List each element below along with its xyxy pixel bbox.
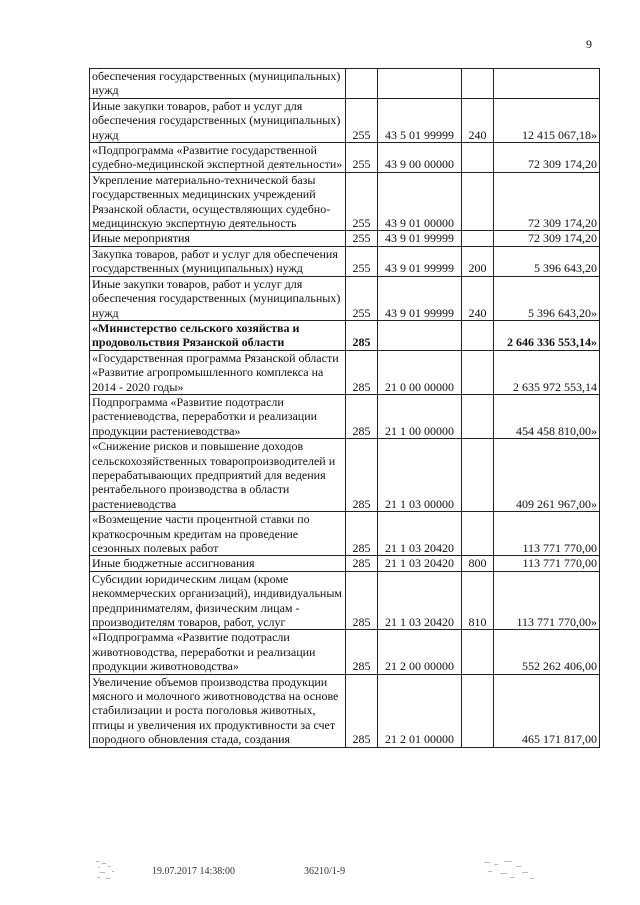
cell-target-article: 43 5 01 99999 [378, 98, 462, 142]
table-row [90, 143, 600, 173]
scan-stamp-mark [94, 858, 120, 882]
cell-name: «Государственная программа Рязанской области «Развитие агропромышленного комплекса на 2014 - 2020 годы» [90, 350, 346, 394]
cell-name: Укрепление материально-технической базы государственных медицинских учреждений Рязанской области, осуществляющих судебно-медицинскую экспертную деятельность [90, 172, 346, 231]
cell-section-code: 255 [346, 98, 378, 142]
cell-amount: 113 771 770,00 [494, 556, 600, 571]
cell-section-code: 255 [346, 276, 378, 320]
table-row [90, 674, 600, 747]
footer-datetime: 19.07.2017 14:38:00 [152, 866, 236, 877]
cell-amount: 12 415 067,18» [494, 98, 600, 142]
cell-section-code: 285 [346, 394, 378, 438]
table-row [90, 556, 600, 571]
cell-target-article: 21 0 00 00000 [378, 350, 462, 394]
table-row [90, 394, 600, 438]
cell-expense-type: 240 [462, 98, 494, 142]
cell-expense-type: 240 [462, 276, 494, 320]
cell-name: Иные бюджетные ассигнования [90, 556, 346, 571]
cell-target-article: 43 9 01 99999 [378, 246, 462, 276]
budget-table [89, 68, 600, 748]
cell-amount [494, 69, 600, 99]
cell-amount: 72 309 174,20 [494, 172, 600, 231]
cell-name: Иные закупки товаров, работ и услуг для обеспечения государственных (муниципальных) нужд [90, 276, 346, 320]
cell-expense-type [462, 439, 494, 512]
cell-amount: 552 262 406,00 [494, 630, 600, 674]
cell-target-article: 21 2 00 00000 [378, 630, 462, 674]
cell-target-article: 21 1 03 20420 [378, 571, 462, 630]
cell-section-code: 285 [346, 556, 378, 571]
cell-amount: 5 396 643,20 [494, 246, 600, 276]
cell-section-code: 285 [346, 320, 378, 350]
cell-name: Иные мероприятия [90, 231, 346, 246]
cell-name: «Снижение рисков и повышение доходов сельскохозяйственных товаропроизводителей и перерабатывающих предприятий для ведения рентабельного производства в области растениеводства [90, 439, 346, 512]
cell-name: «Подпрограмма «Развитие подотрасли животноводства, переработки и реализации продукции животноводства» [90, 630, 346, 674]
cell-name: «Возмещение части процентной ставки по краткосрочным кредитам на проведение сезонных полевых работ [90, 512, 346, 556]
cell-section-code: 255 [346, 143, 378, 173]
cell-name: Субсидии юридическим лицам (кроме некоммерческих организаций), индивидуальным предпринимателям, физическим лицам - производителям товаров, работ, услуг [90, 571, 346, 630]
table-row [90, 439, 600, 512]
cell-expense-type [462, 630, 494, 674]
cell-target-article: 43 9 00 00000 [378, 143, 462, 173]
cell-amount: 454 458 810,00» [494, 394, 600, 438]
cell-section-code: 255 [346, 231, 378, 246]
cell-target-article [378, 69, 462, 99]
cell-amount: 72 309 174,20 [494, 231, 600, 246]
cell-target-article: 21 1 03 20420 [378, 512, 462, 556]
cell-target-article: 43 9 01 99999 [378, 231, 462, 246]
cell-amount: 113 771 770,00» [494, 571, 600, 630]
table-row [90, 630, 600, 674]
cell-name: обеспечения государственных (муниципальных) нужд [90, 69, 346, 99]
table-row [90, 231, 600, 246]
cell-target-article: 21 1 03 20420 [378, 556, 462, 571]
cell-target-article: 21 1 03 00000 [378, 439, 462, 512]
page-number: 9 [586, 37, 592, 51]
cell-section-code: 255 [346, 246, 378, 276]
cell-name: Подпрограмма «Развитие подотрасли растениеводства, переработки и реализации продукции растениеводства» [90, 394, 346, 438]
cell-target-article: 21 2 01 00000 [378, 674, 462, 747]
cell-section-code: 285 [346, 630, 378, 674]
cell-expense-type [462, 512, 494, 556]
scan-stamp-mark-right [482, 858, 542, 882]
table-row [90, 276, 600, 320]
budget-table-body [90, 69, 600, 748]
cell-expense-type [462, 69, 494, 99]
cell-target-article: 43 9 01 99999 [378, 276, 462, 320]
cell-amount: 72 309 174,20 [494, 143, 600, 173]
cell-target-article [378, 320, 462, 350]
cell-section-code: 285 [346, 439, 378, 512]
cell-amount: 409 261 967,00» [494, 439, 600, 512]
cell-expense-type [462, 674, 494, 747]
cell-expense-type [462, 172, 494, 231]
cell-section-code: 285 [346, 571, 378, 630]
table-row [90, 98, 600, 142]
cell-target-article: 43 9 01 00000 [378, 172, 462, 231]
table-row [90, 172, 600, 231]
table-row [90, 69, 600, 99]
cell-expense-type: 200 [462, 246, 494, 276]
cell-amount: 113 771 770,00 [494, 512, 600, 556]
table-row [90, 320, 600, 350]
cell-section-code: 285 [346, 512, 378, 556]
table-row [90, 571, 600, 630]
cell-amount: 2 646 336 553,14» [494, 320, 600, 350]
cell-amount: 465 171 817,00 [494, 674, 600, 747]
cell-name: «Подпрограмма «Развитие государственной судебно-медицинской экспертной деятельности» [90, 143, 346, 173]
cell-name: Закупка товаров, работ и услуг для обеспечения государственных (муниципальных) нужд [90, 246, 346, 276]
cell-name: «Министерство сельского хозяйства и продовольствия Рязанской области [90, 320, 346, 350]
cell-name: Увеличение объемов производства продукции мясного и молочного животноводства на основе стабилизации и роста поголовья животных, птицы и увеличения их продуктивности за счет породного обновления стада, создания [90, 674, 346, 747]
cell-section-code: 285 [346, 350, 378, 394]
cell-expense-type [462, 143, 494, 173]
cell-expense-type [462, 320, 494, 350]
cell-expense-type [462, 231, 494, 246]
table-row [90, 512, 600, 556]
cell-section-code: 255 [346, 172, 378, 231]
cell-amount: 2 635 972 553,14 [494, 350, 600, 394]
cell-name: Иные закупки товаров, работ и услуг для обеспечения государственных (муниципальных) нужд [90, 98, 346, 142]
cell-target-article: 21 1 00 00000 [378, 394, 462, 438]
footer-document-code: 36210/1-9 [304, 866, 346, 877]
cell-expense-type: 800 [462, 556, 494, 571]
cell-expense-type [462, 394, 494, 438]
cell-amount: 5 396 643,20» [494, 276, 600, 320]
table-row [90, 246, 600, 276]
table-row [90, 350, 600, 394]
cell-section-code: 285 [346, 674, 378, 747]
cell-expense-type [462, 350, 494, 394]
cell-section-code [346, 69, 378, 99]
cell-expense-type: 810 [462, 571, 494, 630]
